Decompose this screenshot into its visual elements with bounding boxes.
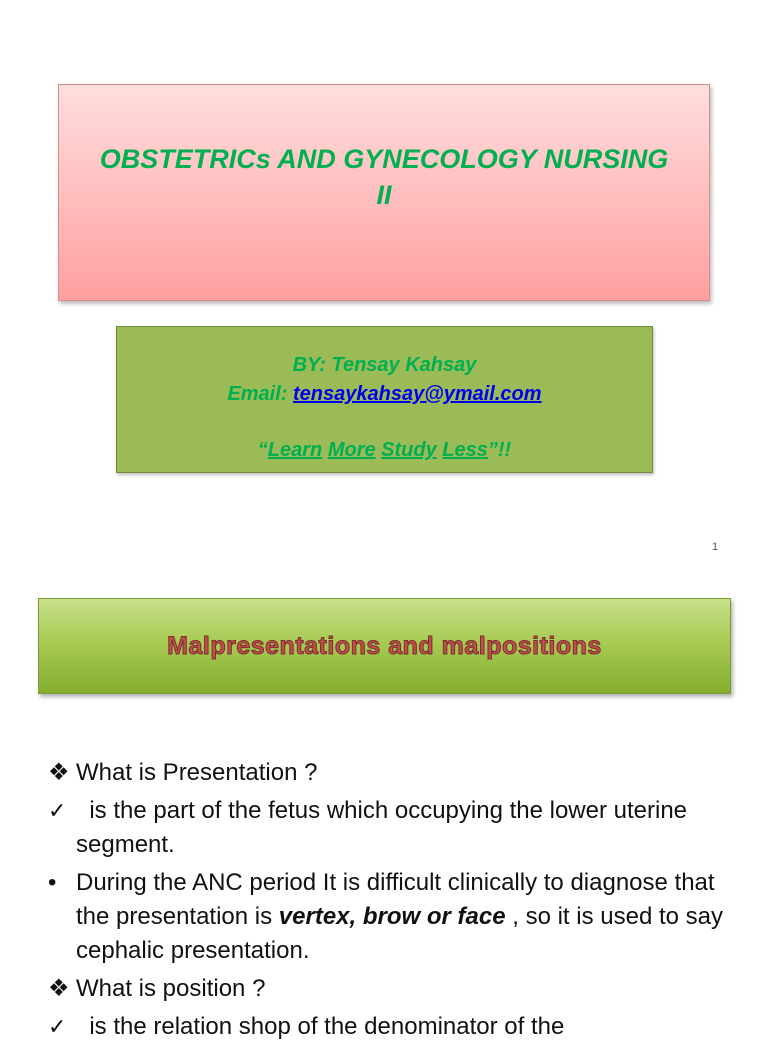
item-text: is the relation shop of the denominator of the (76, 1013, 565, 1040)
list-item (48, 972, 728, 1006)
item-emphasis: vertex, brow or face (278, 903, 506, 930)
author-info-box (116, 326, 653, 473)
diamond-bullet-icon: ❖ (48, 759, 70, 786)
slide2-title: Malpresentations and malpositions (167, 631, 602, 660)
slide2-content (48, 756, 728, 1048)
quote-open: “ (257, 439, 268, 461)
list-item (48, 794, 728, 862)
list-item (48, 1010, 728, 1044)
item-text: During the ANC period It is difficult clinically to diagnose that the presentation is (76, 869, 715, 930)
author-by-line: BY: Tensay Kahsay (292, 354, 477, 376)
dot-bullet-icon: • (48, 869, 57, 896)
slide2-title-box (38, 598, 731, 694)
quote-word-learn: Learn (267, 439, 323, 461)
quote-word-less: Less (442, 439, 488, 461)
checkmark-bullet-icon: ✓ (48, 1014, 67, 1039)
email-link[interactable]: tensaykahsay@ymail.com (293, 383, 542, 405)
author-email-line (117, 380, 652, 409)
item-text: What is Presentation ? (76, 759, 318, 786)
email-label: Email: (227, 383, 294, 405)
quote-line (117, 436, 652, 465)
list-item (48, 756, 728, 790)
title-line-2: II (376, 180, 392, 210)
checkmark-bullet-icon: ✓ (48, 798, 67, 823)
quote-word-more: More (327, 439, 376, 461)
quote-close: ”!! (487, 439, 512, 461)
item-text: What is position ? (76, 975, 266, 1002)
page-number: 1 (712, 541, 719, 553)
item-text: is the part of the fetus which occupying the lower uterine segment. (76, 797, 694, 858)
slide1-title (59, 141, 709, 213)
title-line-1: OBSTETRICs AND GYNECOLOGY NURSING (99, 144, 669, 174)
diamond-bullet-icon: ❖ (48, 975, 70, 1002)
slide1-title-box (58, 84, 710, 301)
quote-word-study: Study (381, 439, 437, 461)
item-text-after: , so it is used to say cephalic presentation. (76, 903, 723, 964)
list-item (48, 866, 728, 968)
